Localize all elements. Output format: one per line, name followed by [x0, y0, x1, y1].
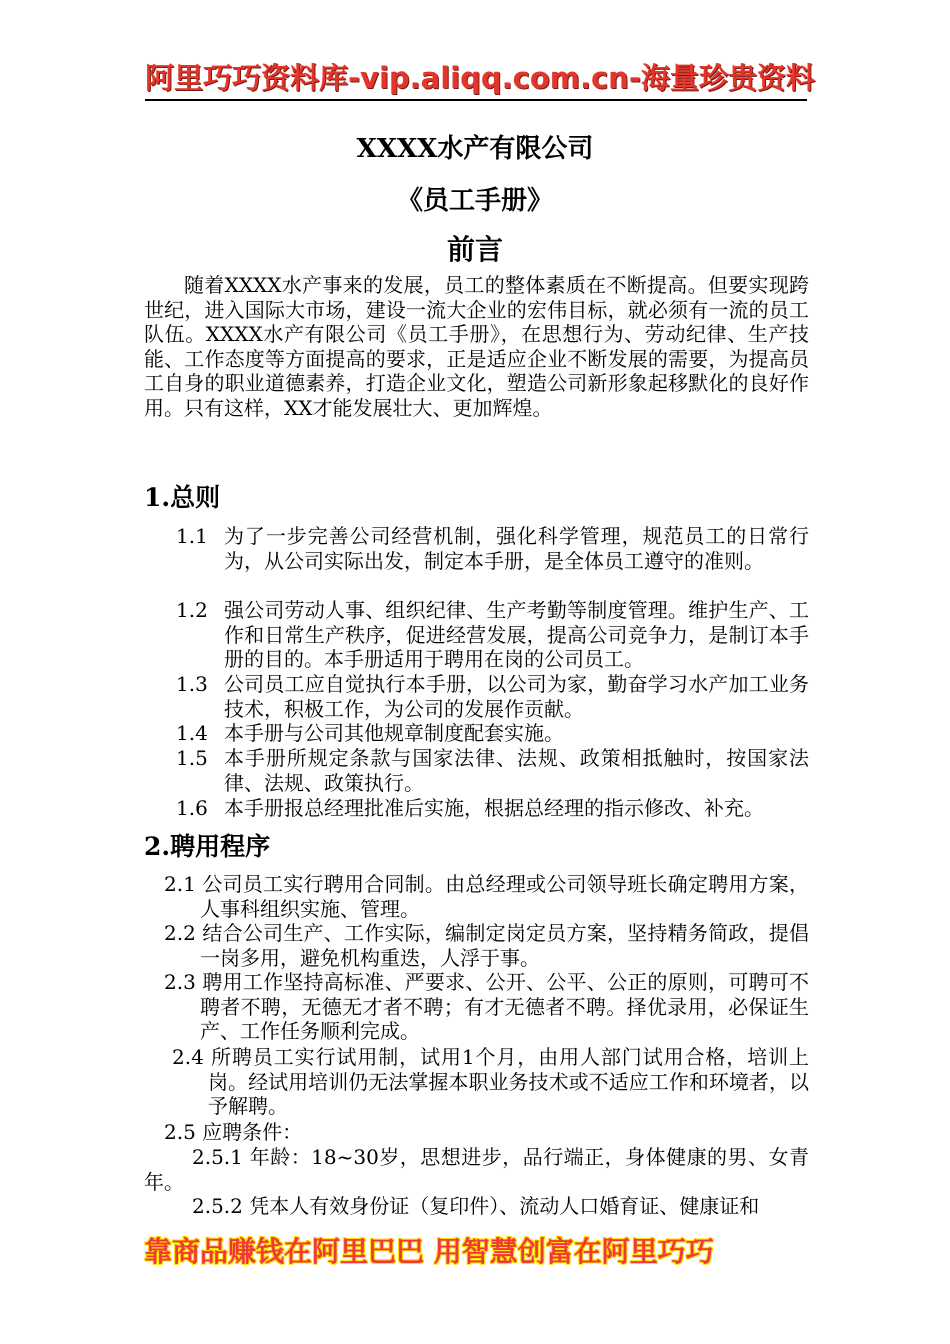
item-text: 本手册所规定条款与国家法律、法规、政策相抵触时，按国家法律、法规、政策执行。: [224, 746, 809, 795]
item-text: 强公司劳动人事、组织纪律、生产考勤等制度管理。维护生产、工作和日常生产秩序，促进经营发展，提高公司竞争力，是制订本手册的目的。本手册适用于聘用在岗的公司员工。: [224, 598, 809, 672]
company-title: XXXX水产有限公司: [356, 134, 594, 164]
item-text: 应聘条件：: [202, 1120, 303, 1144]
item-text: 公司员工实行聘用合同制。由总经理或公司领导班长确定聘用方案，人事科组织实施、管理。: [200, 872, 810, 921]
item-text: 为了一步完善公司经营机制，强化科学管理，规范员工的日常行为，从公司实际出发，制定本手册，是全体员工遵守的准则。: [224, 524, 809, 573]
section-1-item: [176, 796, 809, 821]
section-1-item: [176, 746, 809, 795]
sub-item: 2.5.1 年龄：18~30岁，思想进步，品行端正，身体健康的男、女青年。: [144, 1145, 809, 1194]
item-text: 结合公司生产、工作实际，编制定岗定员方案，坚持精务简政，提倡一岗多用，避免机构重迭，人浮于事。: [200, 921, 810, 970]
item-number: 2.2: [164, 921, 196, 945]
header-banner: 阿里巧巧资料库-vip.aliqq.com.cn-海量珍贵资料: [145, 61, 815, 95]
item-number: 1.4: [176, 721, 208, 745]
header-divider: [145, 99, 807, 101]
item-number: 1.3: [176, 672, 208, 696]
section-1-item: [176, 598, 809, 672]
preface-heading: 前言: [446, 233, 503, 266]
section-2-item: [164, 1120, 809, 1145]
item-number: 2.1: [164, 872, 196, 896]
section-1-item: [176, 672, 809, 721]
section-2-item: [172, 1045, 809, 1119]
section-2-item: [164, 872, 809, 921]
section-1-heading: 1.总则: [144, 483, 221, 512]
footer-banner: 靠商品赚钱在阿里巴巴 用智慧创富在阿里巧巧: [144, 1235, 714, 1268]
item-text: 所聘员工实行试用制，试用1个月，由用人部门试用合格，培训上岗。经试用培训仍无法掌握本职业务技术或不适应工作和环境者，以予解聘。: [208, 1045, 809, 1119]
item-number: 1.6: [176, 796, 208, 820]
item-number: 2.4: [172, 1045, 204, 1069]
section-1-item: [176, 721, 809, 746]
item-text: 公司员工应自觉执行本手册，以公司为家，勤奋学习水产加工业务技术，积极工作，为公司的发展作贡献。: [224, 672, 809, 721]
item-text: 本手册报总经理批准后实施，根据总经理的指示修改、补充。: [224, 796, 764, 820]
section-2-item: [164, 921, 809, 970]
section-2-heading: 2.聘用程序: [144, 832, 271, 861]
item-text: 聘用工作坚持高标准、严要求、公开、公平、公正的原则，可聘可不聘者不聘，无德无才者不聘；有才无德者不聘。择优录用，必保证生产、工作任务顺利完成。: [200, 970, 810, 1044]
item-number: 2.5: [164, 1120, 196, 1144]
item-number: 2.3: [164, 970, 196, 994]
item-number: 1.1: [176, 524, 208, 548]
item-text: 本手册与公司其他规章制度配套实施。: [224, 721, 564, 745]
preface-paragraph: 随着XXXX水产事来的发展，员工的整体素质在不断提高。但要实现跨世纪，进入国际大市场，建设一流大企业的宏伟目标，就必须有一流的员工队伍。XXXX水产有限公司《员工手册》，在思想行为、劳动纪律、生产技能、工作态度等方面提高的要求，正是适应企业不断发展的需要，为提高员工自身的职业道德素养，打造企业文化，塑造公司新形象起移默化的良好作用。只有这样，XX才能发展壮大、更加辉煌。: [144, 273, 809, 420]
handbook-title: 《员工手册》: [396, 186, 553, 216]
section-1-item: [176, 524, 809, 573]
item-number: 1.2: [176, 598, 208, 622]
item-number: 1.5: [176, 746, 208, 770]
sub-item: 2.5.2 凭本人有效身份证（复印件）、流动人口婚育证、健康证和: [192, 1194, 760, 1218]
section-2-item: [164, 970, 809, 1044]
